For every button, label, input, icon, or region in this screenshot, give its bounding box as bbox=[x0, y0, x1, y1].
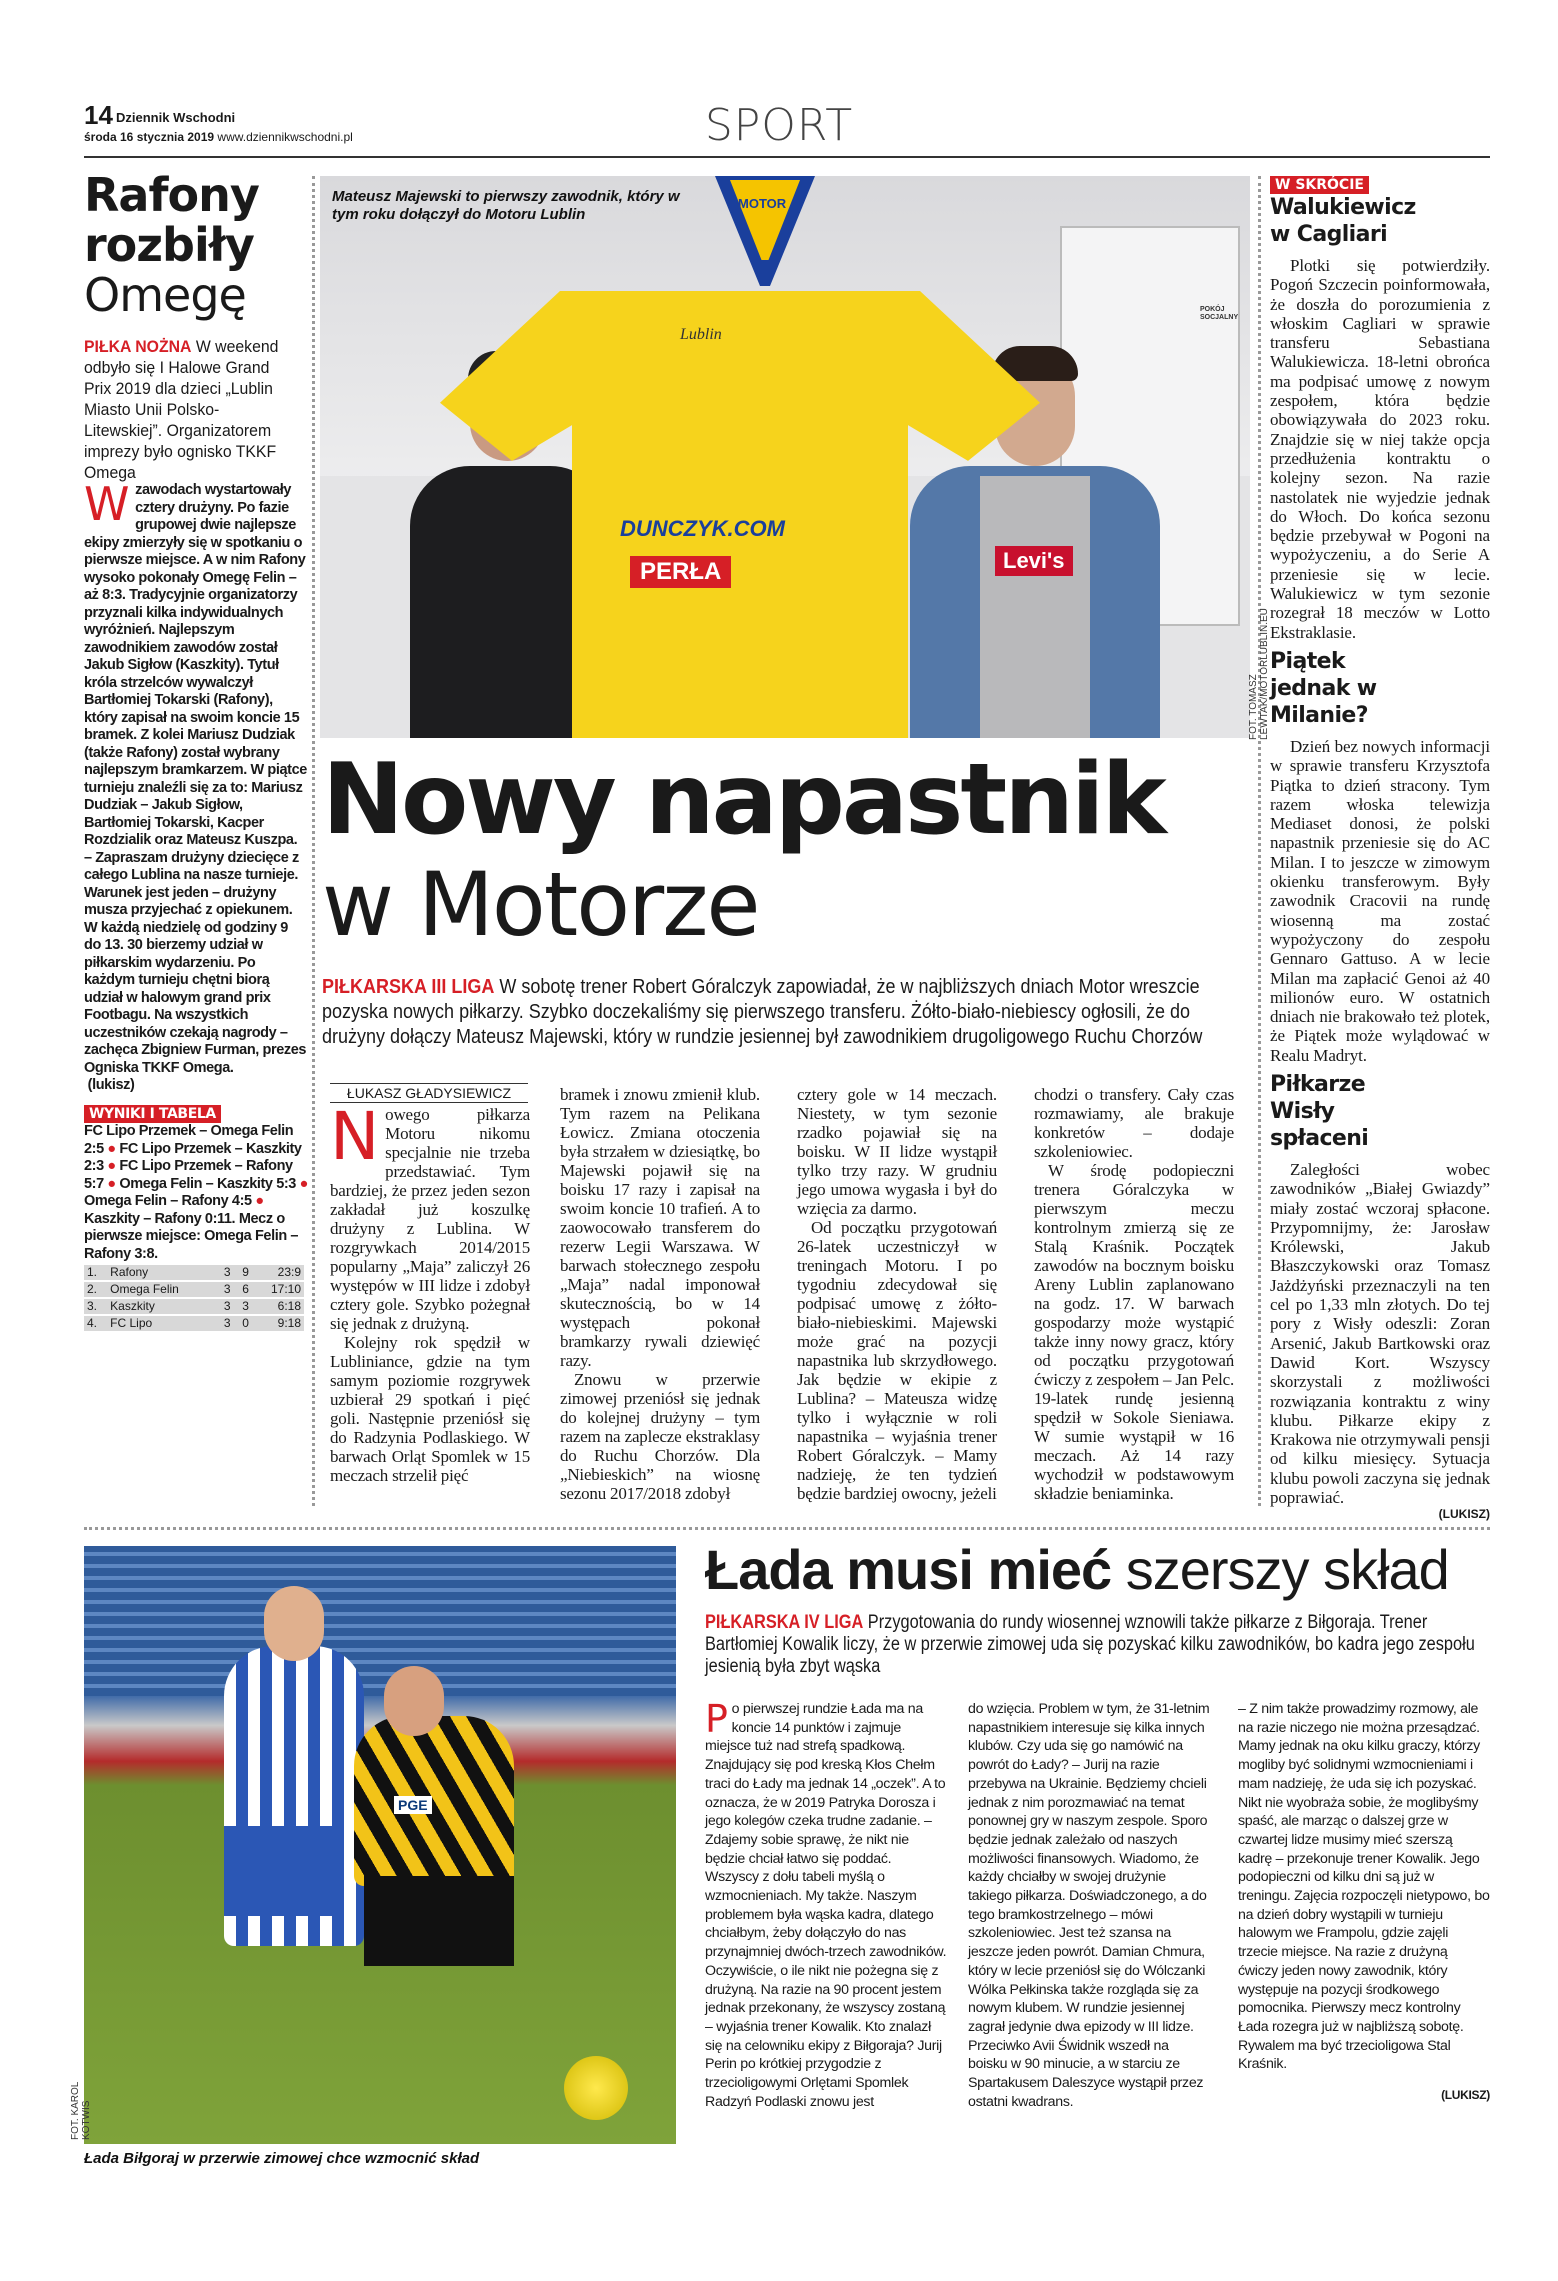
drop-cap: P bbox=[705, 1697, 728, 1741]
main-headline-line2: w Motorze bbox=[322, 853, 759, 956]
briefs-column bbox=[1270, 176, 1490, 1521]
bottom-column-1: Po pierwszej rundzie Łada ma na koncie 14 punktów i zajmuje miejsce tuż nad strefą spadkową. Znajdujący się pod kreską Kłos Chełm traci do Łady ma jednak 14 „oczek”. A to oznacza, że w 2019 Patryka Dorosza i jego kolegów czeka trudne zadanie. – Zdajemy sobie sprawę, że nikt nie będzie chciał łatwo się poddać. Wszyscy z dołu tabeli myślą o wzmocnieniach. My także. Naszym problemem była wąska kadra, dlatego chciałbym, żeby dołączyło do nas przynajmniej dwóch-trzech zawodników. Oczywiście, o ile nikt nie pożegna się z drużyną. Na razie na 90 procent jestem jednak przekonany, że wszyscy zostaną – wyjaśnia trener Kowalik. Kto znalazł się na celowniku ekipy z Biłgoraja? Jurij Perin po krótkiej przygodzie z trzecioligowymi Orlętami Spomlek Radzyń Podlaski znowu jest bbox=[705, 1697, 947, 2110]
club-logo-text: MOTOR bbox=[738, 196, 787, 211]
left-article-title: Rafony rozbiły Omegę bbox=[84, 168, 259, 322]
main-headline: Nowy napastnik bbox=[322, 743, 1164, 857]
table-cell-points: 6 bbox=[234, 1281, 252, 1298]
table-cell-team: Omega Felin bbox=[107, 1281, 215, 1298]
table-row bbox=[84, 1281, 304, 1298]
left-article-lede: PIŁKA NOŻNA W weekend odbyło się I Halowe Grand Prix 2019 dla dzieci „Lublin Miasto Unii Polsko-Litewskiej”. Organizatorem imprezy było ognisko TKKF Omega bbox=[84, 337, 279, 482]
column-divider bbox=[1258, 176, 1261, 1506]
bottom-photo: PGE bbox=[84, 1546, 676, 2144]
table-cell-games: 3 bbox=[215, 1281, 233, 1298]
photo-caption: Mateusz Majewski to pierwszy zawodnik, który w tym roku dołączył do Motoru Lublin bbox=[332, 188, 680, 223]
photo-credit: FOT. KAROL KOTWIS bbox=[70, 2082, 92, 2140]
table-row bbox=[84, 1265, 304, 1281]
table-cell-pos: 3. bbox=[84, 1298, 107, 1315]
table-cell-points: 0 bbox=[234, 1315, 252, 1332]
section-title: SPORT bbox=[704, 100, 854, 151]
photo-caption: Łada Biłgoraj w przerwie zimowej chce wzmocnić skład bbox=[84, 2150, 480, 2167]
paper-name: Dziennik Wschodni bbox=[116, 110, 236, 125]
drop-cap: W bbox=[84, 477, 130, 531]
table-cell-games: 3 bbox=[215, 1298, 233, 1315]
table-cell-goals: 23:9 bbox=[252, 1265, 304, 1281]
main-lede: PIŁKARSKA III LIGA W sobotę trener Robert Góralczyk zapowiadał, że w najbliższych dniach Motor wreszcie pozyska nowych piłkarzy. Szybko doczekaliśmy się pierwszego transferu. Żółto-biało-niebiescy ogłosili, że do drużyny dołączy Mateusz Majewski, który w rundzie jesiennej był zawodnikiem drugoligowego Ruchu Chorzów bbox=[322, 976, 1203, 1048]
brief-title: Walukiewicz w Cagliari bbox=[1270, 195, 1416, 247]
table-cell-points: 9 bbox=[234, 1265, 252, 1281]
signature: (lukisz) bbox=[87, 1077, 135, 1093]
column-divider bbox=[312, 176, 315, 1506]
website-link[interactable]: www.dziennikwschodni.pl bbox=[217, 130, 353, 144]
signature: (LUKISZ) bbox=[1441, 2088, 1490, 2103]
table-cell-points: 3 bbox=[234, 1298, 252, 1315]
bottom-column-2: do wzięcia. Problem w tym, że 31-letnim napastnikiem interesuje się kilka innych klubów. Czy uda się go namówić na powrót do Łady? – Jurij na razie przebywa na Ukrainie. Będziemy chcieli jednak z nim porozmawiać na temat ponownej gry w naszym zespole. Sporo będzie jednak zależało od naszych możliwości finansowych. Wiadomo, że każdy chciałby w swojej drużynie takiego piłkarza. Doświadczonego, a do tego bramkostrzelnego – mówi szkoleniowiec. Jest też szansa na jeszcze jeden powrót. Damian Chmura, który w lecie przeniósł się do Wólczanki Wólka Pełkinska także rozgląda się za nowym klubem. W rundzie jesiennej zagrał jedynie dwa epizody w III lidze. Przeciwko Avii Świdnik wszedł na boisku w 90 minucie, a w starciu ze Spartakusem Daleszyce wystąpił przez ostatni kwadrans. bbox=[968, 1701, 1210, 2110]
table-cell-pos: 1. bbox=[84, 1265, 107, 1281]
brief-text: Zaległości wobec zawodników „Białej Gwiazdy” miały zostać wczoraj spłacone. Przypomnijmy, że: Jarosław Królewski, Jakub Błaszczykowski oraz Tomasz Jażdżyński przeznaczyli na ten cel po 1,33 mln złotych. Do tej pory z Wisły odeszli: Zoran Arsenić, Jakub Bartkowski oraz Dawid Kort. Wszyscy skorzystali z możliwości rozwiązania kontraktu z winy klubu. Piłkarze ekipy z Krakowa nie otrzymywali pensji od kilku miesięcy. Sytuacja klubu powoli zaczyna się jednak poprawiać. bbox=[1270, 1159, 1490, 1508]
briefs-tag: W SKRÓCIE bbox=[1270, 176, 1369, 194]
header-rule bbox=[84, 156, 1490, 158]
photo-credit: FOT. TOMASZ LEWTAK/MOTORLUBLIN.EU bbox=[1248, 608, 1270, 740]
main-photo: MOTOR POKÓJ SOCJALNY Levi's DUNCZYK.COM PERŁA Lublin Mateusz Majewski to pierwszy zawodnik, który w tym roku dołączył do Motoru Lublin bbox=[320, 176, 1250, 738]
main-column-4: chodzi o transfery. Cały czas rozmawiamy, ale brakuje konkretów – dodaje szkoleniowiec. W środę podopieczni trenera Góralczyka w pierwszym meczu kontrolnym zmierzą się ze Stalą Kraśnik. Początek zawodów na bocznym boisku Areny Lublin zaplanowano na godz. 17. W barwach gospodarzy może wystąpić także inny nowy gracz, który od początku przygotowań ćwiczy z zespołem – Jan Pelc. 19-latek rundę jesienną spędził w Sokole Sieniawa. W sumie wystąpił w 16 meczach. Aż 14 razy wychodził w podstawowym składzie beniaminka. bbox=[1034, 1085, 1235, 1503]
table-cell-goals: 6:18 bbox=[252, 1298, 304, 1315]
brief-text: Plotki się potwierdziły. Pogoń Szczecin poinformowała, że doszła do porozumienia z włoskim Cagliari w sprawie transferu Sebastiana Walukiewicza. 18-letni obrońca ma podpisać umowę z nowym zespołem, która będzie obowiązywała do 2023 roku. Znajdzie się w niej także opcja przedłużenia kontraktu o kolejny sezon. Na razie nastolatek nie wyjedzie jednak do Włoch. Do końca sezonu będzie przebywał w Pogoni na wypożyczeniu, a do Serie A przeniesie się w lecie. Walukiewicz w tym sezonie rozegrał 18 meczów w Lotto Ekstraklasie. bbox=[1270, 256, 1490, 642]
results-list: FC Lipo Przemek – Omega Felin 2:5 ● FC Lipo Przemek – Kaszkity 2:3 ● FC Lipo Przemek – Rafony 5:7 ● Omega Felin – Kaszkity 5:3 ● Omega Felin – Rafony 4:5 ● Kaszkity – Rafony 0:11. Mecz o pierwsze miejsce: Omega Felin – Rafony 3:8. bbox=[84, 1123, 308, 1262]
table-row bbox=[84, 1298, 304, 1315]
brief-text: Dzień bez nowych informacji w sprawie transferu Krzysztofa Piątka to dzień stracony. Tym razem włoska telewizja Mediaset donosi, że polski napastnik przeniesie się do AC Milan. I to jeszcze w zimowym okienku transferowym. Były zawodnik Cracovii na rundę wiosenną ma zostać wypożyczony do zespołu Gennaro Gattuso. A w lecie Milan ma zapłacić Genoi aż 40 milionów euro. W ostatnich dniach nie brakowało też plotek, że Piątek może wylądować w Realu Madryt. bbox=[1270, 736, 1490, 1065]
bottom-lede: PIŁKARSKA IV LIGA Przygotowania do rundy wiosennej wznowili także piłkarze z Biłgoraja. Trener Bartłomiej Kowalik liczy, że w przerwie zimowej uda się pozyskać kilku zawodników, bo kadra jego zespołu jesienią była zbyt wąska bbox=[705, 1612, 1475, 1677]
main-column-2: bramek i znowu zmienił klub. Tym razem na Pelikana Łowicz. Zmiana otoczenia była strzałem w dziesiątkę, bo Majewski pojawił się na boisku 17 razy i zapisał na swoim koncie 10 trafień. A to zaowocowało transferem do rezerw Legii Warszawa. W barwach stołecznego zespołu „Maja” nadal imponował skutecznością, bo w 14 występach pokonał bramkarzy rywali dziewięć razy. Znowu w przerwie zimowej przeniósł się jednak do kolejnej drużyny – tym razem na zaplecze ekstraklasy do Ruchu Chorzów. Dla „Niebieskich” na wiosnę sezonu 2017/2018 zdobył bbox=[560, 1085, 760, 1503]
brief-title: Piłkarze Wisły spłaceni bbox=[1270, 1071, 1369, 1151]
section-divider bbox=[84, 1527, 1490, 1530]
player-yellow-black bbox=[354, 1716, 514, 1886]
table-cell-team: Kaszkity bbox=[107, 1298, 215, 1315]
table-cell-goals: 9:18 bbox=[252, 1315, 304, 1332]
bottom-headline: Łada musi mieć szerszy skład bbox=[705, 1538, 1449, 1601]
page-number: 14 bbox=[84, 100, 113, 130]
results-tag: WYNIKI I TABELA bbox=[84, 1105, 221, 1123]
main-column-3: cztery gole w 14 meczach. Niestety, w tym sezonie rzadko pojawiał się na boisku. W II lidze wystąpił tylko trzy razy. W grudniu jego umowa wygasła i był do wzięcia za darmo. Od początku przygotowań 26-latek uczestniczył w treningach Motoru. I po tygodniu zdecydował się podpisać umowę z żółto-biało-niebieskimi. Majewski może grać na pozycji napastnika lub skrzydłowego. Jak będzie w ekipie z Lublina? – Mateusza widzę tylko i wyłącznie w roli napastnika – wyjaśnia trener Robert Góralczyk. – Mamy nadzieję, że ten tydzień będzie bardziej owocny, jeżeli bbox=[797, 1085, 997, 1503]
byline: ŁUKASZ GŁADYSIEWICZ bbox=[330, 1083, 528, 1103]
table-cell-pos: 2. bbox=[84, 1281, 107, 1298]
bottom-column-3: – Z nim także prowadzimy rozmowy, ale na razie niczego nie można przesądzać. Mamy jednak na oku kilku graczy, którzy mogliby być solidnymi wzmocnieniami i mam nadzieję, że uda się ich pozyskać. Nikt nie wyobraża sobie, że moglibyśmy spaść, ale marząc o dalszej grze w czwartej lidze musimy mieć szerszą kadrę – przekonuje trener Kowalik. Jego podopieczni od kilku dni są już w treningu. Zajęcia rozpoczęli nietypowo, bo na dzień dobry wystąpili w turnieju halowym we Frampolu, gdzie zajęli trzecie miejsce. Na razie z drużyną ćwiczy jeden nowy zawodnik, który występuje na pozycji środkowego pomocnika. Pierwszy mecz kontrolny Łada rozegra już w najbliższą sobotę. Rywalem ma być trzecioligowa Stal Kraśnik. (LUKISZ) bbox=[1238, 1701, 1490, 2103]
main-column-1: Nowego piłkarza Motoru nikomu specjalnie nie trzeba przedstawiać. Tym bardziej, że przez jeden sezon zakładał już koszulkę drużyny z Lublina. W rozgrywkach 2014/2015 popularny „Maja” zaliczył 26 występów w III lidze i zdobył cztery gole. Szybko pożegnał się jednak z drużyną. Kolejny rok spędził w Lubliniance, gdzie na tym samym poziomie rozgrywek uzbierał 29 spotkań i pięć goli. Następnie przeniósł się do Radzynia Podlaskiego. W barwach Orląt Spomlek w 15 meczach strzelił pięć bbox=[330, 1098, 530, 1485]
signature: (LUKISZ) bbox=[1438, 1507, 1490, 1522]
table-cell-goals: 17:10 bbox=[252, 1281, 304, 1298]
table-cell-games: 3 bbox=[215, 1265, 233, 1281]
left-article-body: Wzawodach wystartowały cztery drużyny. Po fazie grupowej dwie najlepsze ekipy zmierzyły się w spotkaniu o pierwsze miejsce. A w nim Rafony wysoko pokonały Omegę Felin – aż 8:3. Tradycyjnie organizatorzy przyznali kilka indywidualnych wyróżnień. Najlepszym zawodnikiem zawodów został Jakub Sigłow (Kaszkity). Tytuł króla strzelców wywalczył Bartłomiej Tokarski (Rafony), który zapisał na swoim koncie 15 bramek. Z kolei Mariusz Dudziak (także Rafony) został wybrany najlepszym bramkarzem. W piątce turnieju znaleźli się za to: Mariusz Dudziak – Jakub Sigłow, Bartłomiej Tokarski, Kacper Rozdzialik oraz Mateusz Kuszpa. – Zapraszam drużyny dziecięce z całego Lublina na nasze turnieje. Warunek jest jeden – drużyny musza przyjechać z opiekunem. W każdą niedzielę od godziny 9 do 13. 30 bierzemy udział w piłkarskim wydarzeniu. Po każdym turnieju chętni biorą udział w halowym grand prix Footbagu. Na wszystkich uczestników czekają nagrody – zachęca Zbigniew Furman, prezes Ogniska TKKF Omega. (lukisz) bbox=[84, 477, 307, 1093]
table-cell-games: 3 bbox=[215, 1315, 233, 1332]
table-cell-team: FC Lipo bbox=[107, 1315, 215, 1332]
table-row bbox=[84, 1315, 304, 1332]
left-article-flow bbox=[84, 477, 308, 1333]
issue-date: środa 16 stycznia 2019 bbox=[84, 130, 215, 144]
league-table bbox=[84, 1265, 304, 1333]
table-cell-team: Rafony bbox=[107, 1265, 215, 1281]
ball bbox=[564, 2056, 628, 2120]
results-box bbox=[84, 1105, 308, 1334]
brief-title: Piątek jednak w Milanie? bbox=[1270, 648, 1377, 728]
drop-cap: N bbox=[330, 1098, 380, 1175]
table-cell-pos: 4. bbox=[84, 1315, 107, 1332]
